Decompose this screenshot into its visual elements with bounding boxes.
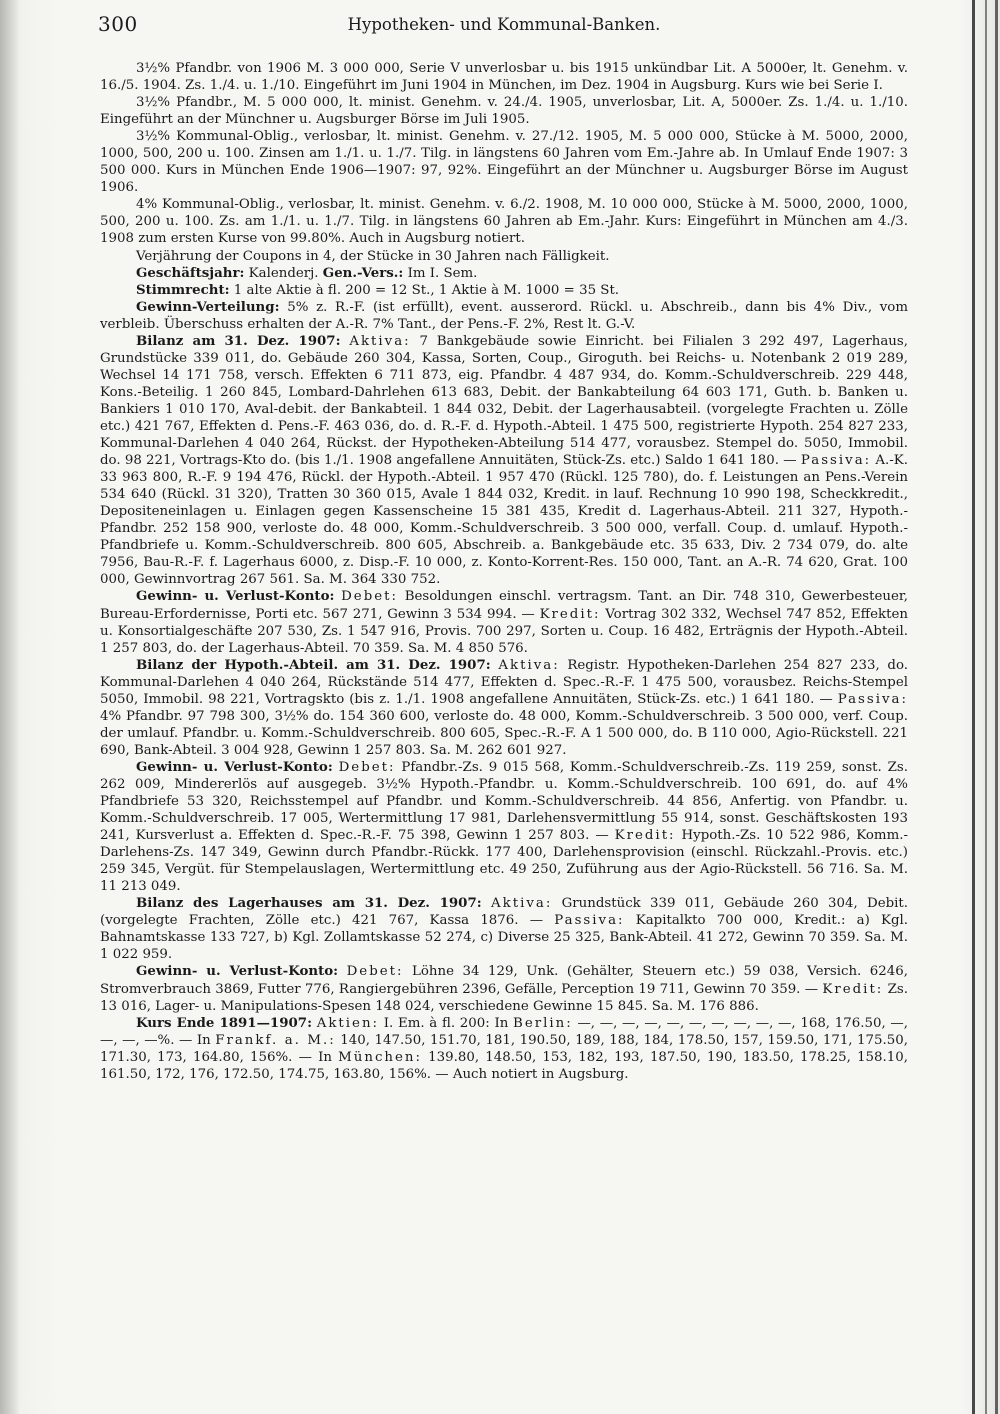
label-debet: Debet: — [338, 759, 396, 775]
text-kurs-frankfurt: 140, 147.50, 151.70, 181, 190.50, 189, 188, 184, 178.50, 157, 159.50, 171, 175.50, 171.30, 173, 164.80, 156%. — In — [100, 1032, 908, 1065]
label-stimmrecht: Stimmrecht: — [136, 281, 230, 298]
paragraph-kommunal-oblig-3-5: 3½% Kommunal-Oblig., verlosbar, lt. minist. Genehm. v. 27./12. 1905, M. 5 000 000, Stücke à M. 5000, 2000, 1000, 500, 200 u. 100. Zinsen am 1./1. u. 1./7. Tilg. in längstens 60 Jahren vom Em.-Jahre ab. In Umlauf Ende 1907: 3 500 000. Kurs in München Ende 1906—1907: 97, 92%. Eingeführt an der Münchner u. Augsburger Börse im August 1906. — [100, 129, 908, 196]
page-edge-line — [972, 0, 975, 1414]
paragraph-bilanz-1907 — [100, 333, 908, 589]
label-debet: Debet: — [341, 589, 399, 605]
label-passiva: Passiva: — [800, 453, 872, 469]
text-kurs-em: I. Em. à fl. 200: In — [379, 1015, 514, 1031]
text-bilanz-aktiva: 7 Bankgebäude sowie Einricht. bei Filialen 3 292 497, Lagerhaus, Grundstücke 339 011, do. Gebäude 260 304, Kassa, Sorten, Coup., Giroguth. bei Reichs- u. Notenbank 2 019 289, Wechsel 14 171 758, versch. Effekten 6 711 873, eig. Pfandbr. 4 487 934, do. Komm.-Schuldverschreib. 229 448, Kons.-Beteilig. 1 260 845, Lombard-Dahrlehen 613 683, Debit. der Bankabteilung 64 603 171, Guth. b. Banken u. Bankiers 1 010 170, Aval-debit. der Bankabteil. 1 844 032, Debit. der Lagerhausabteil. (vorgelegte Frachten u. Zölle etc.) 421 767, Effekten d. Pens.-F. 463 036, do. d. R.-F. d. Hypoth.-Abteil. 1 475 500, registrierte Hypoth. 254 827 233, Kommunal-Darlehen 4 040 264, Rückst. der Hypotheken-Abteilung 514 477, vorausbez. Stempel do. 5050, Immobil. do. 98 221, Vortrags-Kto do. (bis 1./1. 1908 angefallene Annuitäten, Stück-Zs. etc.) Saldo 1 641 180. — — [100, 333, 908, 469]
running-title: Hypotheken- und Kommunal-Banken. — [347, 15, 661, 34]
label-kredit: Kredit: — [539, 606, 601, 622]
label-debet: Debet: — [346, 964, 404, 980]
page-header — [98, 12, 910, 42]
label-kurs-ende: Kurs Ende 1891—1907: — [136, 1014, 312, 1031]
text-lagerhaus-passiva: Kapitalkto 700 000, Kredit.: a) Kgl. Bahnamtskasse 133 727, b) Kgl. Zollamtskasse 52 274, c) Diverse 25 325, Bank-Abteil. 41 272, Gewinn 70 359. Sa. M. 1 022 959. — [100, 913, 908, 963]
text-kredit: Hypoth.-Zs. 10 522 986, Komm.-Darlehens-Zs. 147 349, Gewinn durch Pfandbr.-Rückk. 177 400, Darlehensprovision (einschl. Rückzahl.-Provis. etc.) 259 345, Vergüt. für Stempelauslagen, Wertermittlung etc. 49 250, Zuführung aus der Agio-Rückstell. 56 716. Sa. M. 11 213 049. — [100, 828, 908, 895]
paragraph-pfandbr-1905: 3½% Pfandbr., M. 5 000 000, lt. minist. Genehm. v. 24./4. 1905, unverlosbar, Lit. A, 5000er. Zs. 1./4. u. 1./10. Eingeführt an der Münchner u. Augsburger Börse im Juli 1905. — [100, 95, 908, 128]
paragraph-bilanz-hypoth-abteil — [100, 657, 908, 759]
label-berlin: Berlin: — [513, 1015, 573, 1031]
text-kredit: Zs. 13 016, Lager- u. Manipulations-Spesen 148 024, verschiedene Gewinne 15 845. Sa. M. 176 886. — [100, 981, 908, 1014]
label-gen-vers: Gen.-Vers.: — [322, 264, 404, 281]
label-gewinn-verlust-konto: Gewinn- u. Verlust-Konto: — [136, 963, 339, 980]
text-stimmrecht: 1 alte Aktie à fl. 200 = 12 St., 1 Aktie à M. 1000 = 35 St. — [229, 282, 620, 298]
text-debet: Besoldungen einschl. vertragsm. Tant. an Dir. 748 310, Gewerbesteuer, Bureau-Erfordernisse, Porti etc. 567 271, Gewinn 3 534 994. — — [100, 589, 908, 622]
paragraph-gewinn-verlust-hypoth — [100, 759, 908, 895]
text-lagerhaus-aktiva: Grundstück 339 011, Gebäude 260 304, Debit. (vorgelegte Frachten, Zölle etc.) 421 767, Kassa 1876. — — [100, 896, 909, 929]
binding-shadow — [0, 0, 20, 1414]
page-number: 300 — [98, 12, 138, 36]
label-kredit: Kredit: — [614, 828, 676, 844]
text-gewinn-verteilung: 5% z. R.-F. (ist erfüllt), event. ausserord. Rückl. u. Abschreib., dann bis 4% Div., vom verbleib. Überschuss erhalten der A.-R. 7% Tant., der Pens.-F. 2%, Rest lt. G.-V. — [100, 299, 908, 332]
label-kredit: Kredit: — [822, 981, 884, 997]
label-bilanz-hypoth-abteil: Bilanz der Hypoth.-Abteil. am 31. Dez. 1907: — [136, 656, 491, 673]
text-hypoth-passiva: 4% Pfandbr. 97 798 300, 3½% do. 154 360 600, verloste do. 48 000, Komm.-Schuldverschreib. 3 500 000, verf. Coup. der umlauf. Pfandbr. u. Komm.-Schuldverschreib. 800 605, Spec.-R.-F. A 1 500 000, do. B 110 000, Agio-Rückstell. 221 690, Bank-Abteil. 3 004 928, Gewinn 1 257 803. Sa. M. 262 601 927. — [100, 708, 908, 758]
paragraph-kurs-ende — [100, 1015, 908, 1083]
label-bilanz-1907: Bilanz am 31. Dez. 1907: — [136, 332, 341, 349]
label-bilanz-lagerhaus: Bilanz des Lagerhauses am 31. Dez. 1907: — [136, 895, 482, 912]
label-aktiva: Aktiva: — [490, 896, 553, 912]
label-passiva: Passiva: — [837, 691, 908, 707]
paragraph-verjaehrung: Verjährung der Coupons in 4, der Stücke in 30 Jahren nach Fälligkeit. — [136, 248, 610, 264]
text-gen-vers: Im I. Sem. — [403, 265, 478, 281]
page-edge-line — [995, 0, 998, 1414]
paragraph-bilanz-lagerhaus — [100, 895, 908, 963]
label-geschaeftsjahr: Geschäftsjahr: — [136, 264, 245, 281]
text-kredit: Vortrag 302 332, Wechsel 747 852, Effekten u. Konsortialgeschäfte 207 530, Zs. 1 547 916, Provis. 700 297, Sorten u. Coup. 16 482, Erträgnis der Hypoth.-Abteil. 1 257 803, do. der Lagerhaus-Abteil. 70 359. Sa. M. 4 850 576. — [100, 606, 908, 656]
paragraph-pfandbr-serie-v: 3½% Pfandbr. von 1906 M. 3 000 000, Serie V unverlosbar u. bis 1915 unkündbar Lit. A 5000er, lt. Genehm. v. 16./5. 1904. Zs. 1./4. u. 1./10. Eingeführt im Juni 1904 in München, im Dez. 1904 in Augsburg. Kurs wie bei Serie I. — [100, 61, 908, 94]
paragraph-gewinn-verteilung — [100, 299, 908, 333]
text-debet: Löhne 34 129, Unk. (Gehälter, Steuern etc.) 59 038, Versich. 6246, Stromverbrauch 3869, Futter 776, Rangiergebühren 2396, Gefälle, Perception 19 711, Gewinn 70 359. — — [100, 964, 908, 997]
page-body — [100, 60, 908, 1083]
paragraph-geschaeftsjahr — [100, 265, 908, 282]
paragraph-stimmrecht — [100, 282, 908, 299]
text-geschaeftsjahr: Kalenderj. — [244, 265, 323, 281]
label-gewinn-verteilung: Gewinn-Verteilung: — [136, 298, 280, 315]
label-aktiva: Aktiva: — [349, 333, 411, 349]
label-frankfurt: Frankf. a. M.: — [215, 1032, 336, 1048]
paragraph-gewinn-verlust-bank — [100, 588, 908, 656]
label-gewinn-verlust-konto: Gewinn- u. Verlust-Konto: — [136, 588, 335, 605]
label-aktien: Aktien: — [316, 1015, 380, 1031]
label-muenchen: München: — [338, 1049, 423, 1065]
paragraph-gewinn-verlust-lagerhaus — [100, 963, 908, 1014]
label-gewinn-verlust-konto: Gewinn- u. Verlust-Konto: — [136, 758, 333, 775]
text-kurs-muenchen: 139.80, 148.50, 153, 182, 193, 187.50, 190, 183.50, 178.25, 158.10, 161.50, 172, 176, 172.50, 174.75, 163.80, 156%. — Auch notiert in Augsburg. — [100, 1049, 908, 1082]
text-bilanz-passiva: A.-K. 33 963 800, R.-F. 9 194 476, Rückl. der Hypoth.-Abteil. 1 957 470 (Rückl. 125 780), do. f. Leistungen an Pens.-Verein 534 640 (Rückl. 31 320), Tratten 30 360 015, Avale 1 844 032, Kredit. in lauf. Rechnung 10 990 198, Scheckkredit., Depositeneinlagen u. Einlagen gegen Kassenscheine 15 381 435, Kredit d. Lagerhaus-Abteil. 211 327, Hypoth.-Pfandbr. 252 158 900, verloste do. 48 000, Komm.-Schuldverschreib. 3 500 000, verfall. Coup. d. umlauf. Hypoth.-Pfandbriefe u. Komm.-Schuldverschreib. 800 605, Abschreib. a. Bankgebäude etc. 35 633, Div. 2 734 079, do. alte 7956, Bau-R.-F. f. Lagerhaus 6000, z. Disp.-F. 10 000, z. Konto-Korrent-Res. 150 000, Tant. an A.-R. 74 620, Grat. 100 000, Gewinnvortrag 267 561. Sa. M. 364 330 752. — [100, 453, 908, 588]
page-edge-line — [985, 0, 987, 1414]
paragraph-kommunal-oblig-4: 4% Kommunal-Oblig., verlosbar, lt. minist. Genehm. v. 6./2. 1908, M. 10 000 000, Stücke à M. 5000, 2000, 1000, 500, 200 u. 100. Zs. am 1./1. u. 1./7. Tilg. in längstens 60 Jahren ab Em.-Jahr. Kurs: Eingeführt in München am 4./3. 1908 zum ersten Kurse von 99.80%. Auch in Augsburg notiert. — [100, 197, 908, 247]
label-passiva: Passiva: — [554, 913, 625, 929]
text-hypoth-aktiva: Registr. Hypotheken-Darlehen 254 827 233, do. Kommunal-Darlehen 4 040 264, Rückstände 514 477, Effekten d. Spec.-R.-F. 1 475 500, vorausbez. Reichs-Stempel 5050, Immobil. 98 221, Vortragskto (bis z. 1./1. 1908 angefallene Annuitäten, Stück-Zs. etc.) 1 641 180. — — [100, 657, 908, 707]
text-kurs-berlin: —, —, —, —, —, —, —, —, —, —, 168, 176.50, —, —, —, —%. — In — [100, 1015, 908, 1048]
label-aktiva: Aktiva: — [498, 657, 560, 673]
text-debet: Pfandbr.-Zs. 9 015 568, Komm.-Schuldverschreib.-Zs. 119 259, sonst. Zs. 262 009, Mindererlös auf ausgegeb. 3½% Hypoth.-Pfandbr. u. Komm.-Schuldverschreib. 100 691, do. auf 4% Pfandbriefe 53 320, Reichsstempel auf Pfandbr. und Komm.-Schuldverschreib. 44 856, Anfertig. von Pfandbr. u. Komm.-Schuldverschreib. 17 005, Wertermittlung 17 981, Darlehensvermittlung 55 914, sonst. Geschäftskosten 193 241, Kursverlust a. Effekten d. Spec.-R.-F. 75 398, Gewinn 1 257 803. — — [100, 759, 908, 844]
